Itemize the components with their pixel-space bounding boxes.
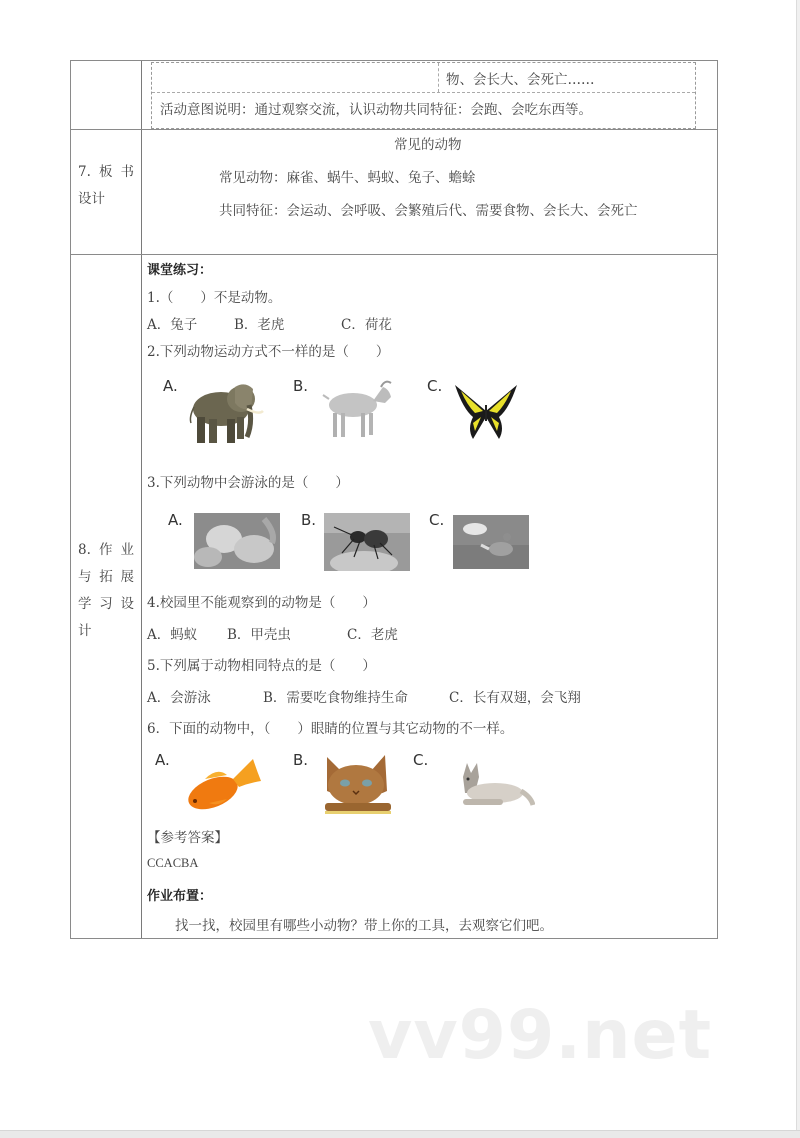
kitten-image: [319, 751, 395, 815]
homework-label: [71, 537, 141, 645]
answer-title: 【参考答案】: [147, 830, 228, 846]
assignment-title: 作业布置：: [147, 889, 213, 904]
label-part: 7.: [78, 164, 91, 180]
elephant-image: [183, 379, 267, 447]
label-part: 习: [99, 596, 113, 612]
q1-option-a: A．兔子: [147, 317, 198, 333]
pigeons-photo: [453, 515, 529, 569]
page-edge: [796, 0, 800, 1130]
row-divider: [71, 129, 717, 130]
column-divider: [141, 61, 142, 938]
q6-letter-a: A.: [155, 751, 170, 769]
q5-option-a: A．会游泳: [147, 690, 211, 706]
dashed-divider: [152, 92, 695, 93]
label-part: 设计: [78, 191, 105, 207]
activity-dashed-box: [151, 62, 696, 129]
label-part: 8.: [78, 542, 91, 558]
dashed-divider: [438, 63, 439, 92]
label-part: 展: [120, 569, 134, 585]
question-6: 6．下面的动物中，（ ）眼睛的位置与其它动物的不一样。: [147, 721, 514, 737]
goldfish-image: [183, 755, 269, 815]
q5-option-b: B．需要吃食物维持生命: [263, 690, 408, 706]
goat-image: [319, 379, 395, 441]
ant-photo: [324, 513, 410, 571]
q4-option-b: B．甲壳虫: [227, 627, 291, 643]
practice-section-title: 课堂练习：: [147, 263, 213, 278]
board-title: 常见的动物: [394, 137, 462, 153]
q1-option-c: C．荷花: [341, 317, 392, 333]
q6-letter-b: B.: [293, 751, 309, 769]
butterfly-image: [453, 383, 519, 441]
answer-key: CCACBA: [147, 856, 199, 870]
q3-letter-c: C.: [429, 511, 445, 529]
label-part: 书: [120, 164, 134, 180]
label-part: 业: [120, 542, 134, 558]
question-5: 5.下列属于动物相同特点的是（ ）: [147, 658, 376, 674]
q1-option-b: B．老虎: [234, 317, 285, 333]
board-line-1: 常见动物：麻雀、蜗牛、蚂蚁、兔子、蟾蜍: [219, 170, 476, 186]
question-4: 4.校园里不能观察到的动物是（ ）: [147, 595, 376, 611]
watermark: vv99.net: [368, 996, 713, 1075]
q6-letter-c: C.: [413, 751, 429, 769]
lesson-plan-table: [70, 60, 718, 939]
q5-option-c: C．长有双翅，会飞翔: [449, 690, 581, 706]
goldfish-photo: [194, 513, 280, 569]
q4-option-a: A．蚂蚁: [147, 627, 198, 643]
q2-letter-b: B.: [293, 377, 309, 395]
q2-letter-a: A.: [163, 377, 178, 395]
wolf-image: [455, 759, 535, 811]
question-1: 1.（ ）不是动物。: [147, 290, 282, 306]
q3-letter-b: B.: [301, 511, 317, 529]
q4-option-c: C．老虎: [347, 627, 398, 643]
assignment-text: 找一找，校园里有哪些小动物？带上你的工具，去观察它们吧。: [175, 918, 553, 934]
label-part: 板: [98, 164, 113, 180]
board-line-2: 共同特征：会运动、会呼吸、会繁殖后代、需要食物、会长大、会死亡: [219, 203, 638, 219]
label-part: 拓: [99, 569, 113, 585]
question-3: 3.下列动物中会游泳的是（ ）: [147, 475, 349, 491]
activity-right-cell: 物、会长大、会死亡……: [446, 72, 595, 88]
label-part: 学: [78, 596, 92, 612]
activity-intent-note: 活动意图说明：通过观察交流，认识动物共同特征：会跑、会吃东西等。: [160, 102, 592, 118]
question-2: 2.下列动物运动方式不一样的是（ ）: [147, 344, 390, 360]
label-part: 设: [120, 596, 134, 612]
board-design-label: [71, 159, 141, 213]
row-divider: [71, 254, 717, 255]
q2-letter-c: C.: [427, 377, 443, 395]
q3-letter-a: A.: [168, 511, 183, 529]
label-part: 作: [98, 542, 113, 558]
label-part: 计: [78, 623, 92, 639]
label-part: 与: [78, 569, 92, 585]
